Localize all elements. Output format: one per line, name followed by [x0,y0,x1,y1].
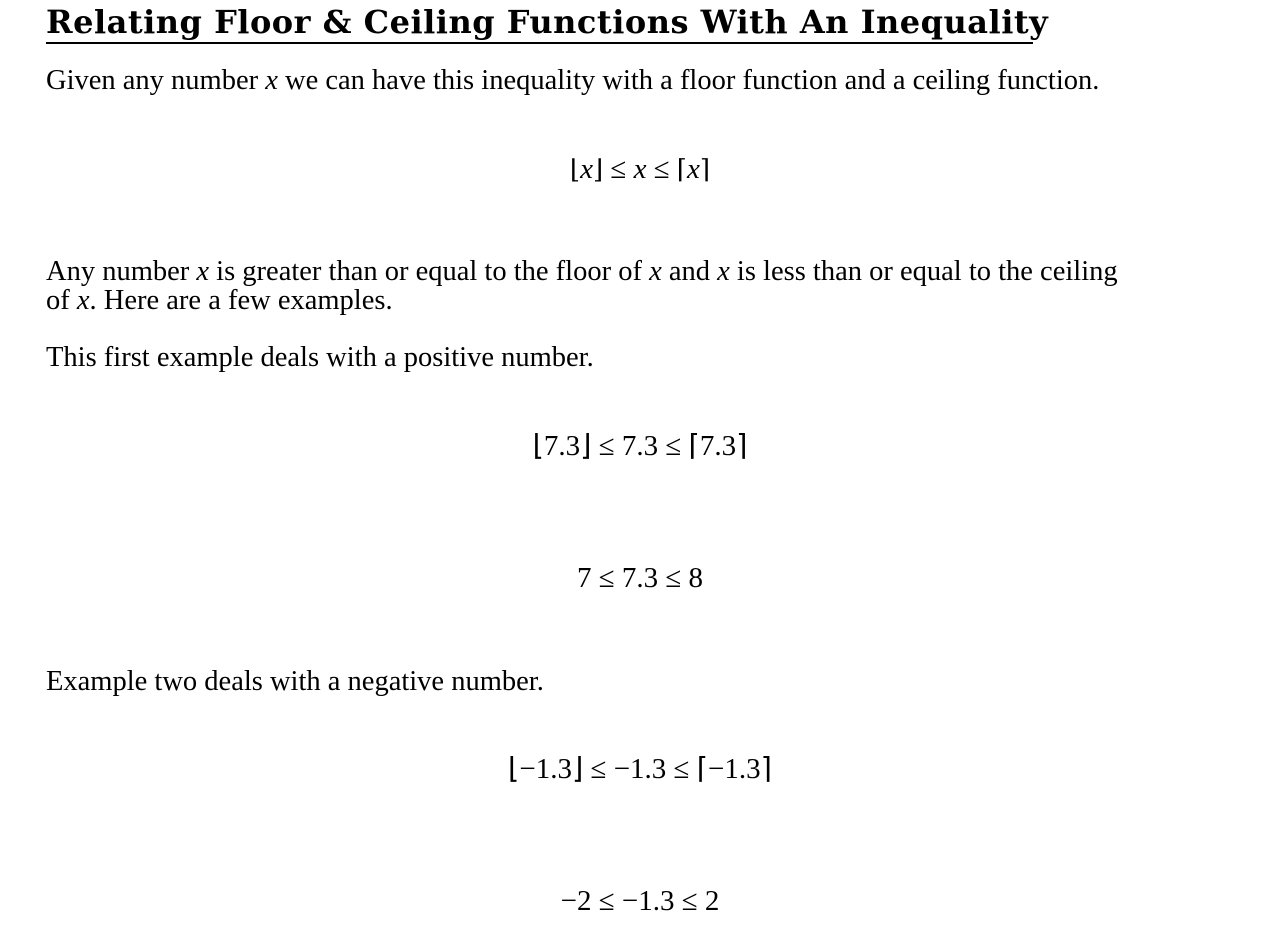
relation-1: ≤ [603,153,634,185]
explain-text-a: Any number [46,256,197,287]
ceil-variable: x [687,153,700,185]
page-title: Relating Floor & Ceiling Functions With An Inequality [46,3,1049,41]
relation-2: ≤ [646,153,677,185]
floor-open-bracket: ⌊ [569,155,581,185]
explain-text-c: and [661,256,718,287]
explain-text-e: of [46,285,77,316]
example-2-caption: Example two deals with a negative number. [46,666,544,697]
ceil-close-bracket: ⌉ [699,155,711,185]
explain-var-4: x [76,285,90,316]
example-2-inequality: ⌊−1.3⌋ ≤ −1.3 ≤ ⌈−1.3⌉ [508,753,772,785]
explain-var-2: x [649,256,662,287]
intro-text-post: we can have this inequality with a floor function and a ceiling function. [277,65,1100,96]
example-1-inequality: ⌊7.3⌋ ≤ 7.3 ≤ ⌈7.3⌉ [532,430,748,462]
intro-variable: x [265,65,278,96]
explain-text-f: . Here are a few examples. [89,285,393,316]
middle-variable: x [633,153,647,185]
explain-var-1: x [196,256,210,287]
example-1-caption: This first example deals with a positive number. [46,342,594,373]
floor-close-bracket: ⌋ [592,155,604,185]
title-underline [46,42,1033,44]
explain-text-d: is less than or equal to the ceiling [729,256,1118,287]
general-inequality [0,152,1280,187]
floor-variable: x [580,153,593,185]
explanation-line-1 [46,257,1118,286]
example-2-evaluated: −2 ≤ −1.3 ≤ 2 [560,885,720,917]
intro-text-pre: Given any number [46,65,266,96]
intro-paragraph [46,66,1099,95]
explanation-line-2 [46,286,393,315]
explain-var-3: x [717,256,730,287]
example-1-evaluated: 7 ≤ 7.3 ≤ 8 [576,562,704,594]
explain-text-b: is greater than or equal to the floor of [209,256,650,287]
ceil-open-bracket: ⌈ [676,155,688,185]
